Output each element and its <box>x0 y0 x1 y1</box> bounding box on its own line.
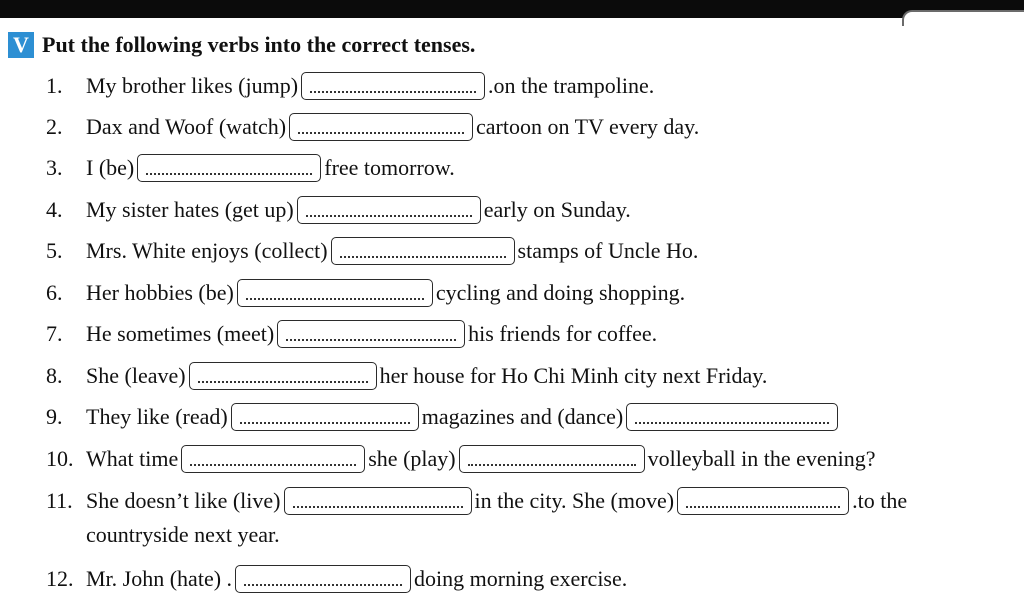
item-text: free tomorrow. <box>324 155 455 180</box>
exercise-heading <box>8 30 475 60</box>
item-text: My brother likes (jump) <box>86 73 299 98</box>
item-number: 3. <box>46 155 63 180</box>
item-text: .to the <box>852 488 908 513</box>
item-number: 7. <box>46 321 63 346</box>
item-text: doing morning exercise. <box>414 566 628 591</box>
item-number: 10. <box>46 446 74 471</box>
heading-text: Put the following verbs into the correct tenses. <box>42 32 476 57</box>
item-number: 6. <box>46 280 63 305</box>
item-text: Dax and Woof (watch) <box>86 114 287 139</box>
exercise-item-3 <box>46 150 455 186</box>
item-number: 1. <box>46 73 63 98</box>
answer-box-11a[interactable] <box>284 487 472 515</box>
exercise-item-5 <box>46 233 698 269</box>
item-text: magazines and (dance) <box>421 404 624 429</box>
item-number: 12. <box>46 566 74 591</box>
exercise-item-11 <box>46 483 907 519</box>
item-number: 4. <box>46 197 63 222</box>
item-text: .on the trampoline. <box>488 73 655 98</box>
item-text: she (play) <box>368 446 456 471</box>
exercise-item-1 <box>46 68 654 104</box>
item-text: in the city. She (move) <box>474 488 675 513</box>
item-text: volleyball in the evening? <box>647 446 876 471</box>
answer-box-2[interactable] <box>289 113 473 141</box>
tab-shape <box>902 10 1024 26</box>
item-text: Her hobbies (be) <box>86 280 234 305</box>
item-number: 9. <box>46 404 63 429</box>
answer-box-8[interactable] <box>189 362 377 390</box>
answer-box-9a[interactable] <box>231 403 419 431</box>
item-number: 11. <box>46 488 73 513</box>
item-text: cartoon on TV every day. <box>476 114 700 139</box>
answer-box-11b[interactable] <box>677 487 849 515</box>
item-number: 2. <box>46 114 63 139</box>
answer-box-10b[interactable] <box>459 445 645 473</box>
item-text: He sometimes (meet) <box>86 321 275 346</box>
answer-box-3[interactable] <box>137 154 321 182</box>
answer-box-7[interactable] <box>277 320 465 348</box>
exercise-item-12 <box>46 561 627 597</box>
answer-box-9b[interactable] <box>626 403 838 431</box>
item-text: She (leave) <box>86 363 186 388</box>
item-text: They like (read) <box>86 404 228 429</box>
item-text: stamps of Uncle Ho. <box>517 238 699 263</box>
exercise-item-7 <box>46 316 657 352</box>
item-text: Mr. John (hate) . <box>86 566 233 591</box>
exercise-item-8 <box>46 358 767 394</box>
item-text: I (be) <box>86 155 135 180</box>
answer-box-12[interactable] <box>235 565 411 593</box>
answer-box-1[interactable] <box>301 72 485 100</box>
exercise-item-4 <box>46 192 631 228</box>
exercise-item-10 <box>46 441 875 477</box>
item-number: 8. <box>46 363 63 388</box>
item-text: My sister hates (get up) <box>86 197 294 222</box>
exercise-item-2 <box>46 109 699 145</box>
item-text: She doesn’t like (live) <box>86 488 281 513</box>
top-bar <box>0 0 1024 18</box>
exercise-item-9 <box>46 399 841 435</box>
item-text: early on Sunday. <box>483 197 631 222</box>
item-text: her house for Ho Chi Minh city next Friday. <box>379 363 768 388</box>
answer-box-5[interactable] <box>331 237 515 265</box>
item-number: 5. <box>46 238 63 263</box>
item-text: Mrs. White enjoys (collect) <box>86 238 328 263</box>
answer-box-4[interactable] <box>297 196 481 224</box>
exercise-item-6 <box>46 275 685 311</box>
answer-box-6[interactable] <box>237 279 433 307</box>
answer-box-10a[interactable] <box>181 445 365 473</box>
item-text: cycling and doing shopping. <box>435 280 686 305</box>
section-badge: V <box>8 32 34 58</box>
item-text: his friends for coffee. <box>468 321 658 346</box>
item-11-continuation: countryside next year. <box>86 522 280 547</box>
item-text: What time <box>86 446 179 471</box>
